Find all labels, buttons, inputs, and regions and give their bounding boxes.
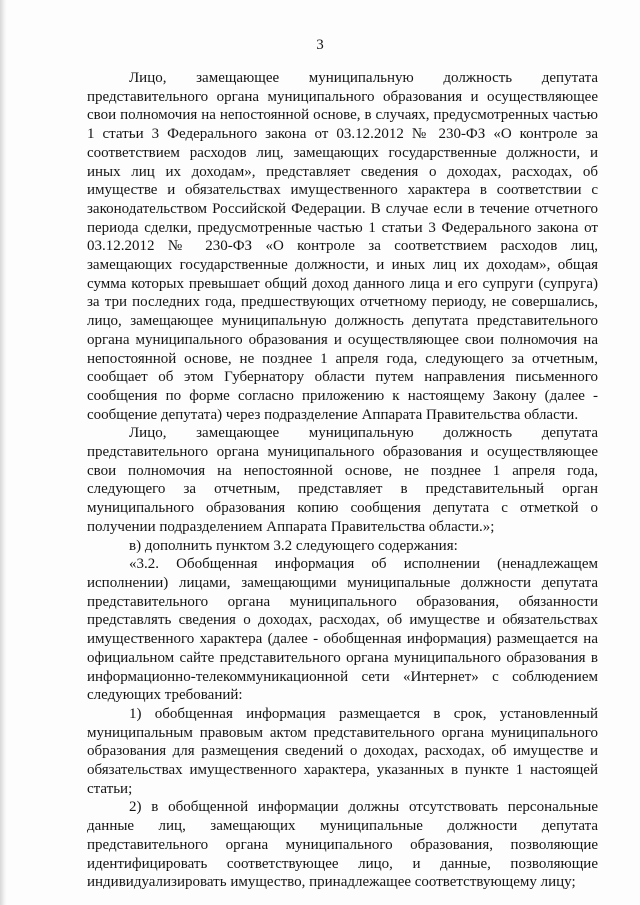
paragraph-requirement-1: 1) обобщенная информация размещается в срок, установленный муниципальным правовым актом представительного органа муниципального образования для размещения сведений о доходах, расходах, об имуществе и обязательствах имущественного характера, указанных в пункте 1 настоящей статьи; xyxy=(87,705,598,797)
scan-edge-shadow xyxy=(0,0,7,905)
paragraph-requirement-2: 2) в обобщенной информации должны отсутствовать персональные данные лиц, замещающих муниципальные должности депутата представительного органа муниципального образования, позволяющие идентифицировать соответствующее лицо, и данные, позволяющие индивидуализировать имущество, принадлежащее соответствующему лицу; xyxy=(87,799,598,891)
paragraph-amendment-intro: в) дополнить пунктом 3.2 следующего содержания: xyxy=(129,537,458,554)
page-number: 3 xyxy=(316,37,324,53)
paragraph-clause-3-2: «3.2. Обобщенная информация об исполнении (ненадлежащем исполнении) лицами, замещающими муниципальные должности депутата представительного органа муниципального образования, обязанности представлять сведения о доходах, расходах, об имуществе и обязательствах имущественного характера (далее - обобщенная информация) размещается на официальном сайте представительного органа муниципального образования в информационно-телекоммуникационной сети «Интернет» с соблюдением следующих требований: xyxy=(87,556,598,704)
document-body xyxy=(87,69,598,892)
paragraph-declaration-duty: Лицо, замещающее муниципальную должность депутата представительного органа муниципального образования и осуществляющее свои полномочия на непостоянной основе, в случаях, предусмотренных частью 1 статьи 3 Федерального закона от 03.12.2012 № 230-ФЗ «О контроле за соответствием расходов лиц, замещающих государственные должности, и иных лиц их доходам», представляет сведения о доходах, расходах, об имуществе и обязательствах имущественного характера в соответствии с законодательством Российской Федерации. В случае если в течение отчетного периода сделки, предусмотренные частью 1 статьи 3 Федерального закона от 03.12.2012 № 230-ФЗ «О контроле за соответствием расходов лиц, замещающих государственные должности, и иных лиц их доходам», общая сумма которых превышает общий доход данного лица и его супруги (супруга) за три последних года, предшествующих отчетному периоду, не совершались, лицо, замещающее муниципальную должность депутата представительного органа муниципального образования и осуществляющее свои полномочия на непостоянной основе, не позднее 1 апреля года, следующего за отчетным, сообщает об этом Губернатору области путем направления письменного сообщения по форме согласно приложению к настоящему Закону (далее - сообщение депутата) через подразделение Аппарата Правительства области. xyxy=(87,70,598,423)
paragraph-copy-to-council: Лицо, замещающее муниципальную должность депутата представительного органа муниципального образования и осуществляющее свои полномочия на непостоянной основе, не позднее 1 апреля года, следующего за отчетным, представляет в представительный орган муниципального образования копию сообщения депутата с отметкой о получении подразделением Аппарата Правительства области.»; xyxy=(87,425,598,535)
